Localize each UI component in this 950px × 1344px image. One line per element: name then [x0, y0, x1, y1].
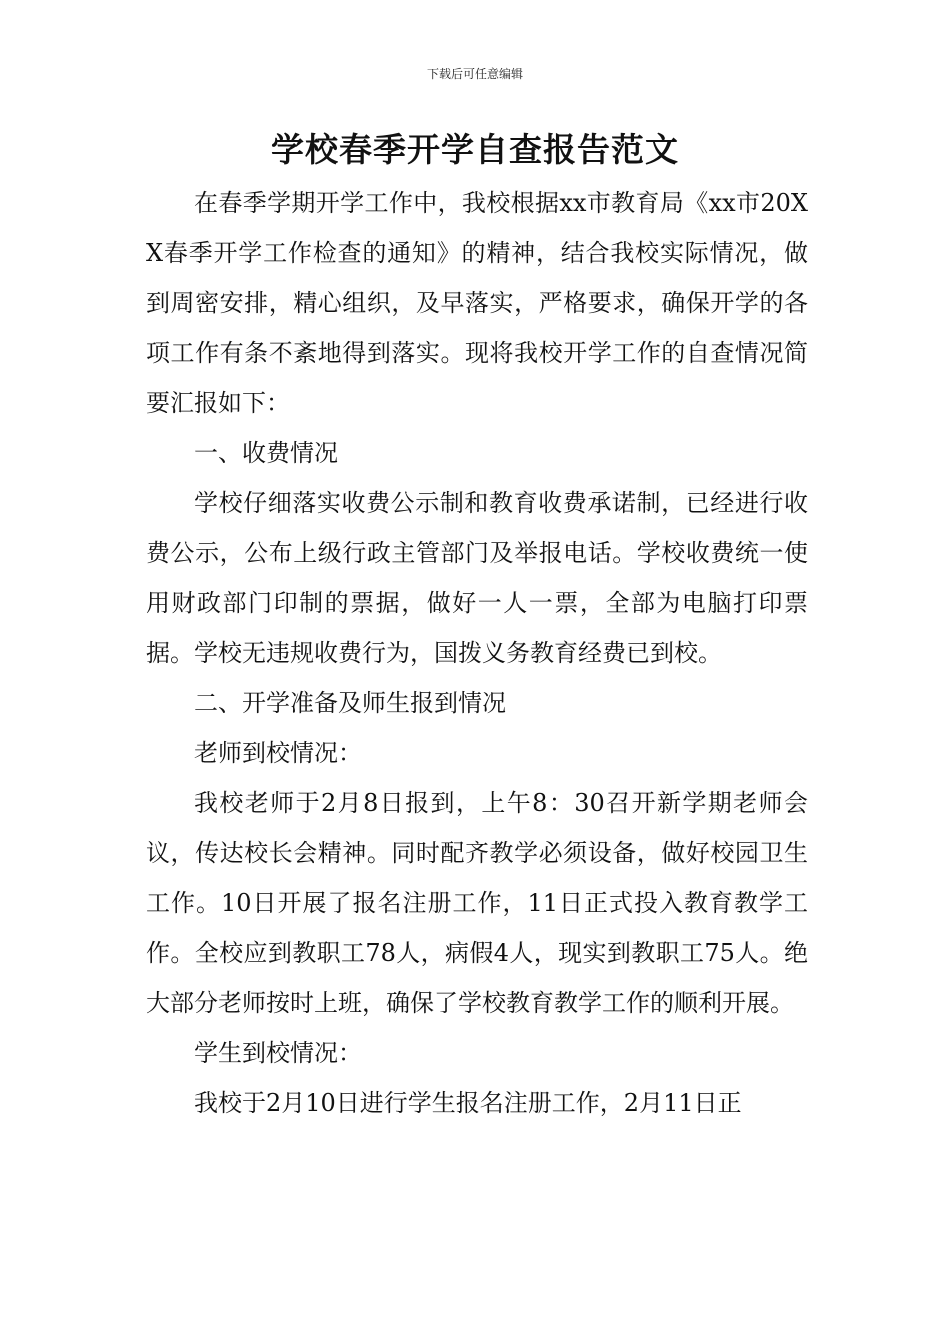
paragraph-teachers: 我校老师于2月8日报到，上午8：30召开新学期老师会议，传达校长会精神。同时配齐教学必须设备，做好校园卫生工作。10日开展了报名注册工作，11日正式投入教育教学工作。全校应到教职工78人，病假4人，现实到教职工75人。绝大部分老师按时上班，确保了学校教育教学工作的顺利开展。 [146, 789, 808, 1017]
subheading-teachers: 老师到校情况： [194, 739, 362, 767]
paragraph-intro: 在春季学期开学工作中，我校根据xx市教育局《xx市20XX春季开学工作检查的通知》的精神，结合我校实际情况，做到周密安排，精心组织，及早落实，严格要求，确保开学的各项工作有条不紊地得到落实。现将我校开学工作的自查情况简要汇报如下： [146, 189, 808, 417]
paragraph-students: 我校于2月10日进行学生报名注册工作，2月11日正 [194, 1089, 742, 1117]
section-heading-fees: 一、收费情况 [194, 439, 338, 467]
subheading-students: 学生到校情况： [194, 1039, 362, 1067]
document-title: 学校春季开学自查报告范文 [271, 130, 679, 169]
header-note: 下载后可任意编辑 [426, 67, 523, 81]
section-heading-preparation: 二、开学准备及师生报到情况 [194, 689, 506, 717]
paragraph-fees: 学校仔细落实收费公示制和教育收费承诺制，已经进行收费公示，公布上级行政主管部门及举报电话。学校收费统一使用财政部门印制的票据，做好一人一票，全部为电脑打印票据。学校无违规收费行为，国拨义务教育经费已到校。 [146, 489, 808, 667]
document-body [146, 178, 808, 1128]
